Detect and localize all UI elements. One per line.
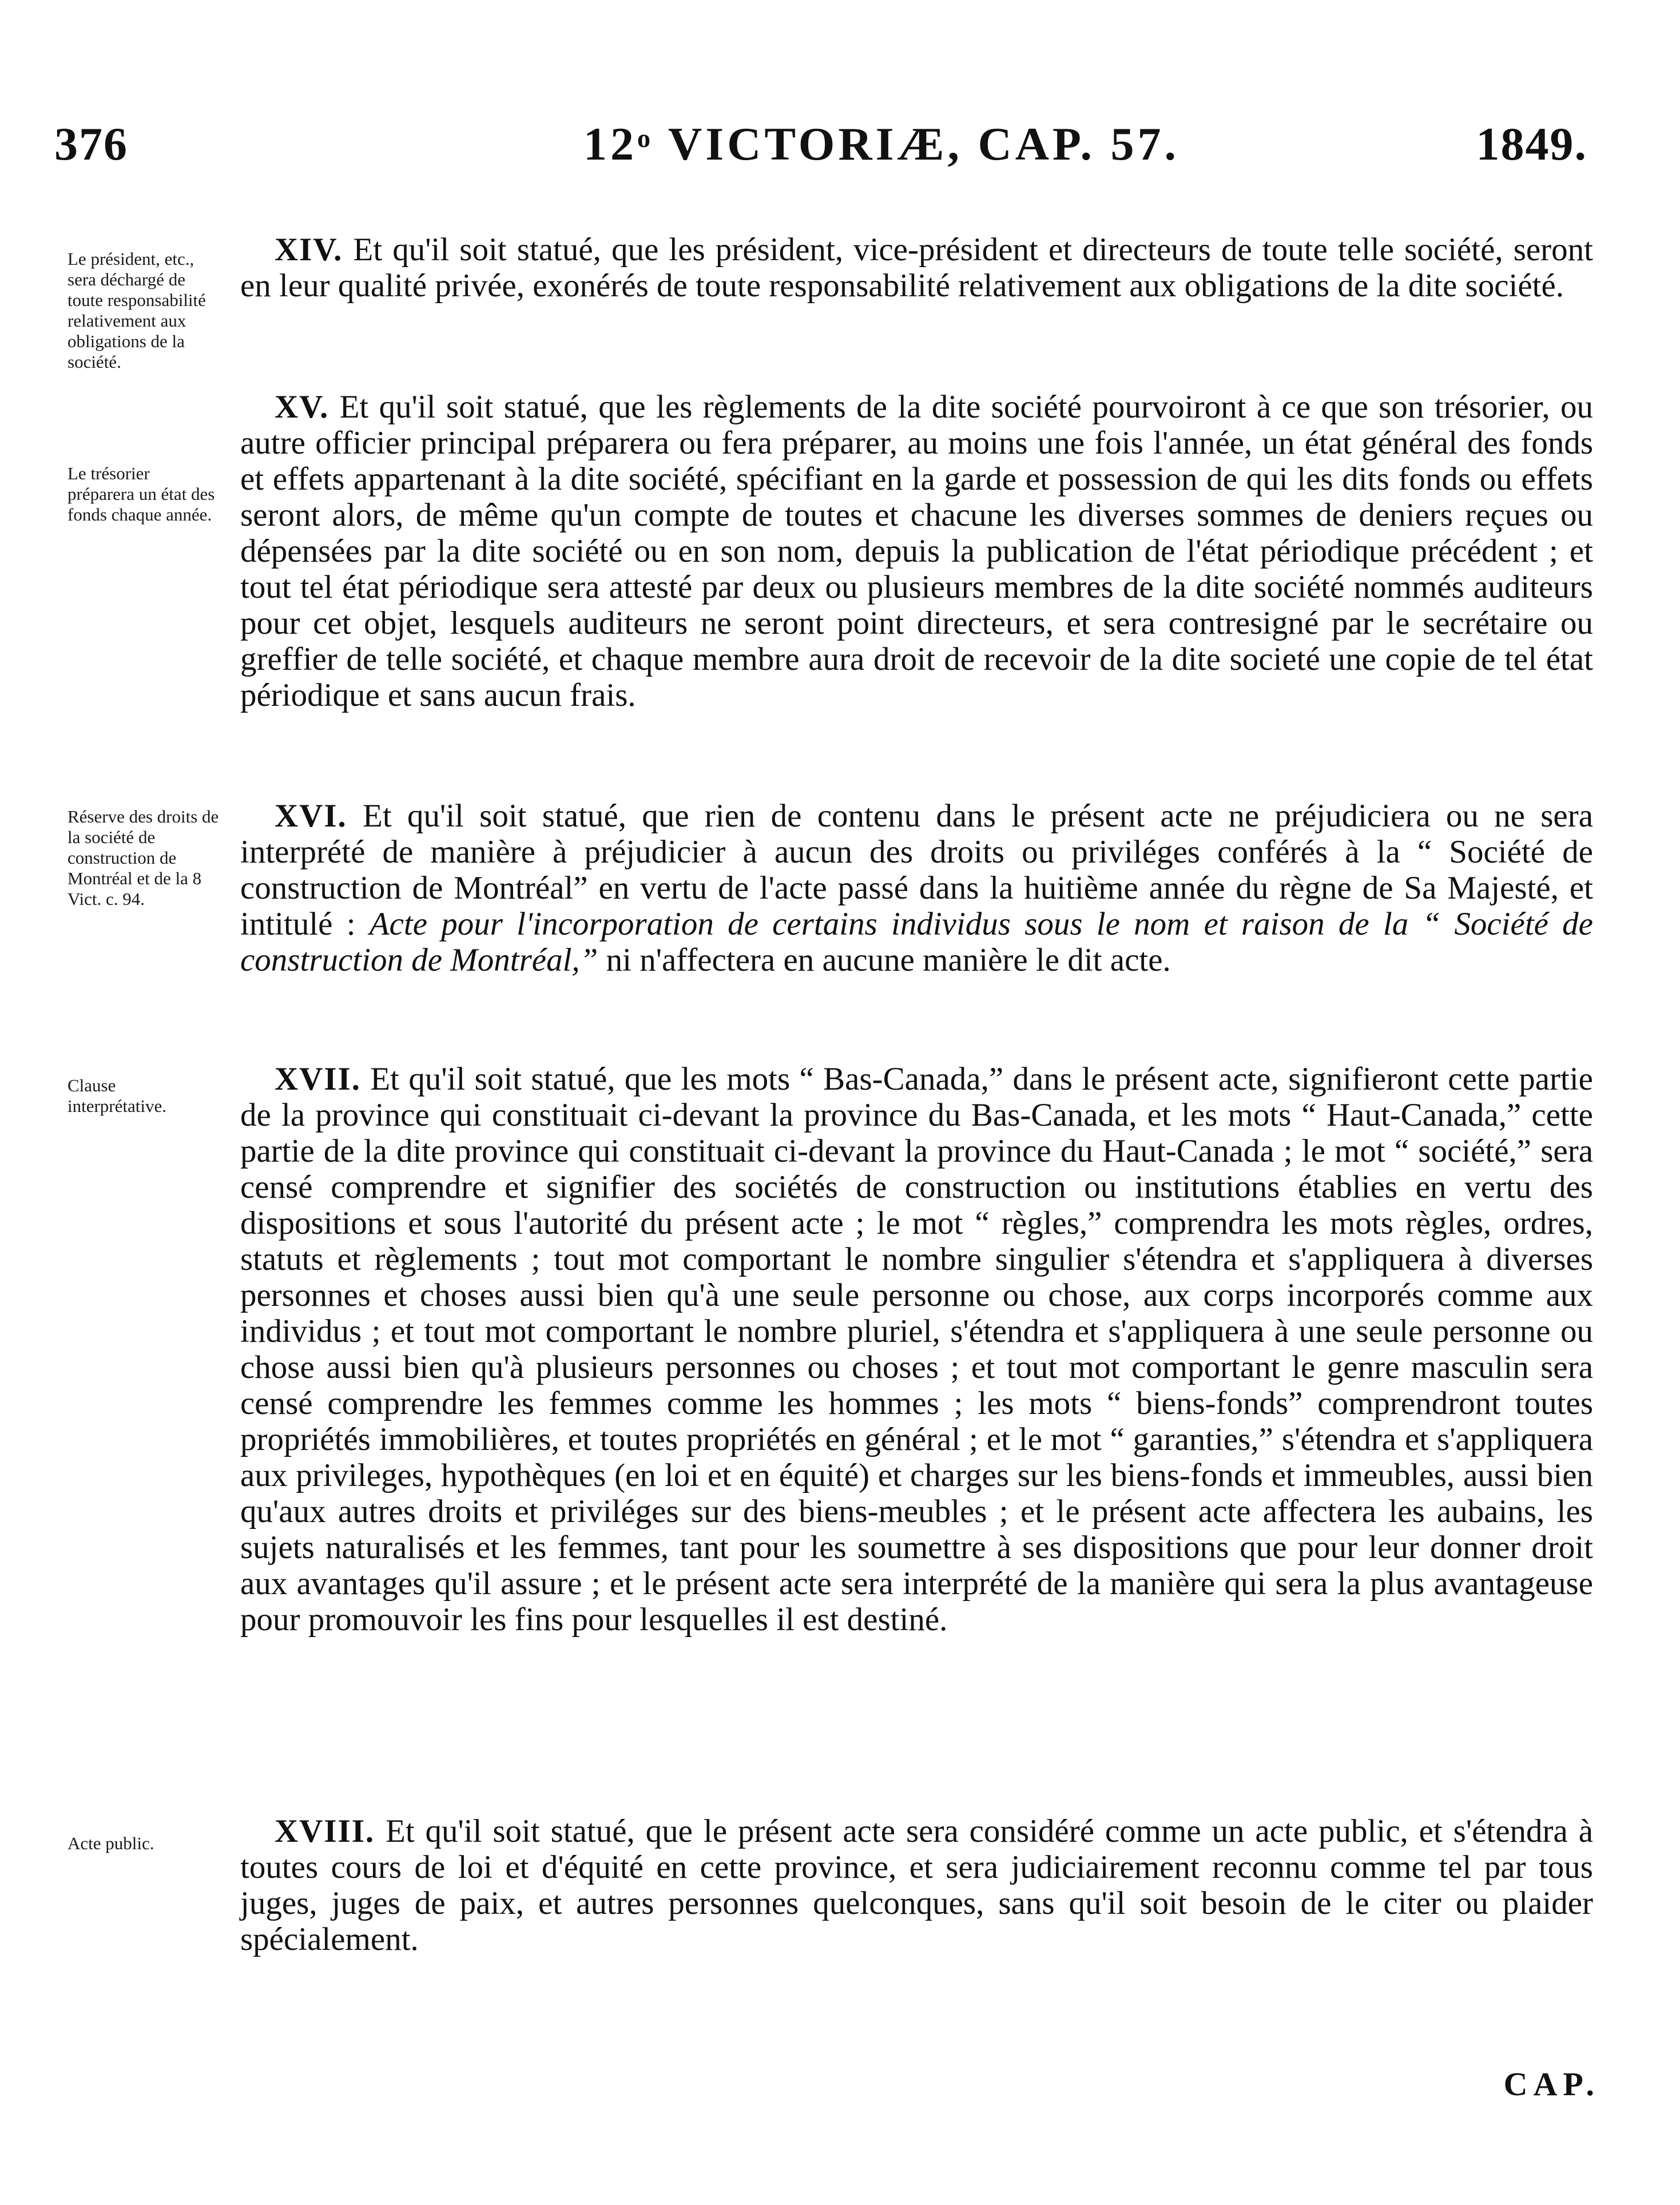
section-number: XVII. bbox=[275, 1061, 361, 1097]
page-year: 1849. bbox=[1476, 118, 1587, 170]
page-header bbox=[54, 117, 1587, 186]
section-body: Et qu'il soit statué, que les président, vice-président et directeurs de toute telle société, seront en leur qualité privée, exonérés de toute responsabilité relativement aux obligations de la dite société. bbox=[240, 232, 1593, 304]
act-title-italic: Acte pour l'incorporation de certains individus sous le nom et raison de la “ Société de construction de Montréal,” bbox=[240, 906, 1593, 978]
section-xiv-text bbox=[240, 232, 1593, 304]
running-title bbox=[583, 117, 1179, 171]
section-body: Et qu'il soit statué, que les règlements de la dite société pourvoiront à ce que son trésorier, ou autre officier principal préparera ou fera préparer, au moins une fois l'année, un état général des fonds et effets appartenant à la dite société, spécifiant en la garde et possession de qui les dits fonds ou effets seront alors, de même qu'un compte de toutes et chacune les diverses sommes de deniers reçues ou dépensées par la dite société ou en son nom, depuis la publication de l'état périodique précédent ; et tout tel état périodique sera attesté par deux ou plusieurs membres de la dite société nommés auditeurs pour cet objet, lesquels auditeurs ne seront point directeurs, et sera contresigné par le secrétaire ou greffier de telle société, et chaque membre aura droit de recevoir de la dite societé une copie de tel état périodique et sans aucun frais. bbox=[240, 389, 1593, 713]
margin-note-text: Acte public. bbox=[67, 1833, 154, 1853]
section-xvii-text bbox=[240, 1061, 1593, 1638]
catchword: CAP. bbox=[1503, 2065, 1600, 2103]
margin-note-xiv bbox=[67, 249, 219, 384]
section-body: Et qu'il soit statué, que les mots “ Bas-Canada,” dans le présent acte, signifieront cette partie de la province qui constituait ci-devant la province du Bas-Canada, et les mots “ Haut-Canada,” cette partie de la dite province qui constituait ci-devant la province du Haut-Canada ; le mot “ société,” sera censé comprendre et signifier des sociétés de construction ou institutions établies en vertu des dispositions et sous l'autorité du présent acte ; le mot “ règles,” comprendra les mots règles, ordres, statuts et règlements ; tout mot comportant le nombre singulier s'étendra et s'appliquera à diverses personnes et choses aussi bien qu'à une seule personne ou chose, aux corps incorporés comme aux individus ; et tout mot comportant le nombre pluriel, s'étendra et s'appliquera à une seule personne ou chose aussi bien qu'à plusieurs personnes ou choses ; et tout mot comportant le genre masculin sera censé comprendre les femmes comme les hommes ; les mots “ biens-fonds” comprendront toutes propriétés immobilières, et toutes propriétés en général ; et le mot “ garanties,” s'étendra et s'appliquera aux privileges, hypothèques (en loi et en équité) et charges sur les biens-fonds et immeubles, aussi bien qu'aux autres droits et priviléges sur des biens-meubles ; et le présent acte affectera les aubains, les sujets naturalisés et les femmes, tant pour les soumettre à ses dispositions que pour leur donner droit aux avantages qu'il assure ; et le présent acte sera interprété de la manière qui sera la plus avantageuse pour promouvoir les fins pour lesquelles il est destiné. bbox=[240, 1061, 1593, 1638]
section-body: Et qu'il soit statué, que le présent acte sera considéré comme un acte public, et s'étendra à toutes cours de loi et d'équité en cette province, et sera judiciairement reconnu comme tel par tous juges, juges de paix, et autres personnes quelconques, sans qu'il soit besoin de le citer ou plaider spécialement. bbox=[240, 1813, 1593, 1957]
section-number: XVI. bbox=[275, 798, 347, 834]
section-number: XVIII. bbox=[275, 1813, 375, 1849]
section-xvi-text bbox=[240, 798, 1593, 978]
section-number: XIV. bbox=[275, 232, 343, 268]
running-title-ordinal: o bbox=[637, 124, 654, 153]
margin-note-text: Le trésorier préparera un état des fonds chaque année. bbox=[67, 463, 215, 525]
margin-note-xviii bbox=[67, 1833, 219, 1865]
section-xviii-text bbox=[240, 1813, 1593, 1957]
margin-note-xvi bbox=[67, 806, 219, 921]
section-number: XV. bbox=[275, 389, 329, 425]
margin-note-xv bbox=[67, 463, 219, 537]
margin-note-text: Clause interprétative. bbox=[67, 1075, 166, 1116]
margin-note-xvii bbox=[67, 1075, 219, 1128]
running-title-rest: VICTORIÆ, CAP. 57. bbox=[654, 118, 1179, 170]
margin-note-text: Le président, etc., sera déchargé de toute responsabilité relativement aux obligations de la société. bbox=[67, 249, 206, 372]
section-body-after: ni n'affectera en aucune manière le dit acte. bbox=[598, 942, 1171, 978]
section-xv-text bbox=[240, 389, 1593, 713]
section-body-before: Et qu'il soit statué, que rien de contenu dans le présent acte ne préjudiciera ou ne sera interprété de manière à préjudicier à aucun des droits ou priviléges conférés à la “ Société de construction de Montréal” en vertu de l'acte passé dans la huitième année du règne de Sa Majesté, et intitulé : bbox=[240, 798, 1593, 942]
margin-note-text: Réserve des droits de la société de construction de Montréal et de la 8 Vict. c. 94. bbox=[67, 806, 219, 909]
page-number: 376 bbox=[54, 118, 128, 170]
running-title-regnal: 12 bbox=[583, 118, 637, 170]
